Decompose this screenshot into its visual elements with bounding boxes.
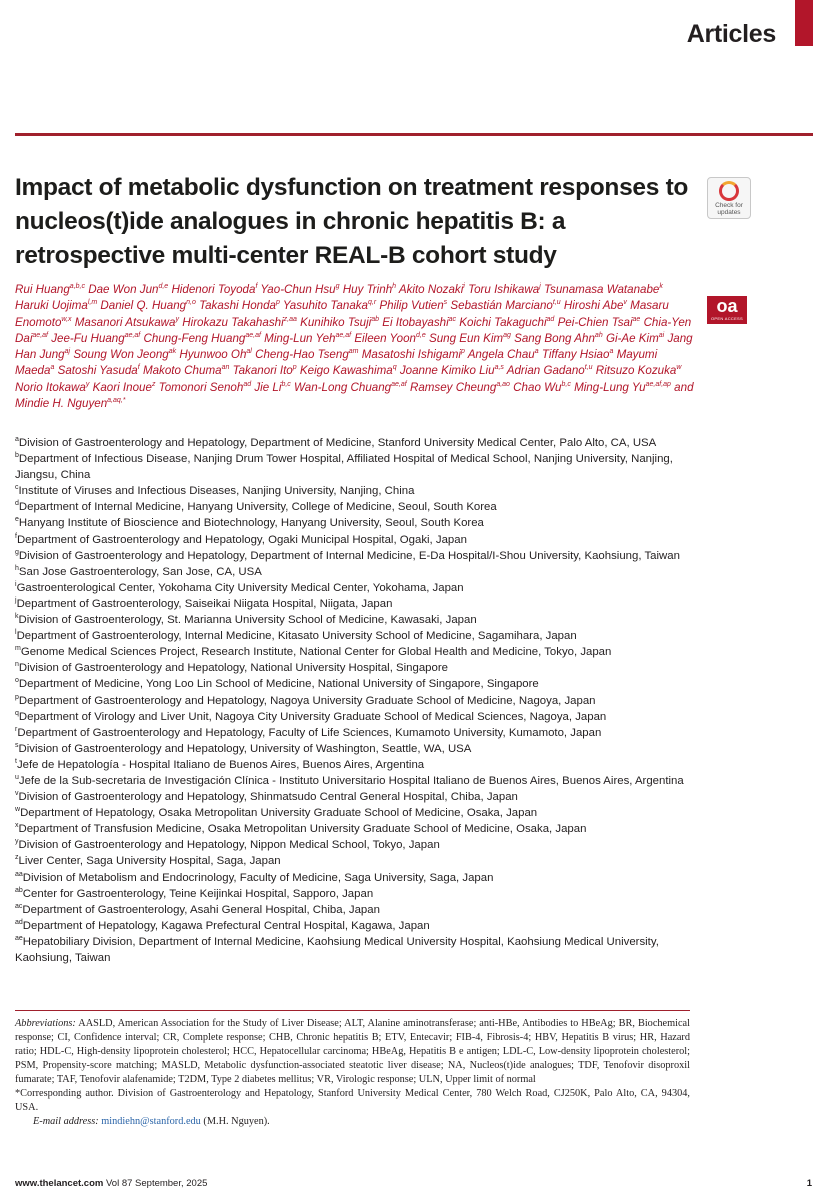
author-entry[interactable] [58,364,140,377]
author-name: Hirokazu Takahashi [182,315,284,329]
author-name: Wan-Long Chuang [294,380,392,394]
affiliation-item [15,870,695,886]
author-affiliation-marks: ad [546,315,555,323]
author-entry[interactable] [73,348,176,361]
author-name: Soung Won Jeong [73,348,169,362]
author-name: Gi-Ae Kim [605,331,659,345]
affiliation-key: z [15,854,19,862]
author-affiliation-marks: y [175,315,180,323]
author-name: Jee-Fu Huang [51,331,125,345]
author-name: Tsunamasa Watanabe [544,283,660,296]
author-affiliation-marks: a,ao [496,380,510,388]
author-affiliation-marks: d,e [416,332,426,340]
affiliation-key: n [15,661,19,669]
author-name: Mayumi Maeda [15,348,658,378]
affiliation-text: Department of Gastroenterology and Hepatology, Nagoya University Graduate School of Medicine, Nagoya, Japan [18,694,596,707]
affiliation-key: r [15,725,18,733]
open-access-badge [707,296,747,324]
author-affiliation-marks: b,c [281,380,291,388]
affiliation-key: q [15,709,19,717]
author-entry[interactable] [264,332,351,345]
author-entry[interactable] [513,381,571,394]
author-name: Kaori Inoue [92,380,152,394]
author-name: Masanori Atsukawa [74,315,176,329]
author-affiliation-marks: s [443,299,448,307]
affiliation-item [15,821,695,837]
author-affiliation-marks: j [539,283,541,291]
affiliation-item [15,483,695,499]
author-affiliation-marks: w [676,364,682,372]
author-affiliation-marks: ai [658,332,665,340]
affiliation-key: m [15,645,21,653]
affiliation-text: Department of Transfusion Medicine, Osaka Metropolitan University Graduate School of Medicine, Osaka, Japan [18,823,587,836]
affiliation-text: Department of Gastroenterology and Hepatology, Ogaki Municipal Hospital, Ogaki, Japan [16,533,467,546]
affiliation-text: Genome Medical Sciences Project, Research Institute, National Center for Global Health and Medicine, Tokyo, Japan [20,646,612,659]
author-affiliation-marks: ae,af,ap [645,380,671,388]
author-name: Yasuhito Tanaka [282,299,369,313]
affiliation-item [15,532,695,548]
author-name: Jie Li [254,380,282,394]
affiliation-key: o [15,677,19,685]
author-name: Cheng-Hao Tseng [255,348,349,362]
author-name: Ramsey Cheung [409,380,497,394]
author-name: Adrian Gadano [506,364,585,378]
affiliation-text: Jefe de la Sub-secretaria de Investigación Clínica - Instituto Universitario Hospital Italiano de Buenos Aires, Buenos Aires, Argentina [18,774,684,787]
affiliation-item [15,612,695,628]
affiliation-text: Department of Infectious Disease, Nanjing Drum Tower Hospital, Affiliated Hospital of Medical School, Nanjing University, Nanjing, Jiangsu, China [15,453,673,482]
affiliation-item [15,644,695,660]
affiliation-item [15,757,695,773]
author-name: Philip Vutien [379,299,444,313]
affiliation-text: Hepatobiliary Division, Department of Internal Medicine, Kaohsiung Medical University Hospital, Kaohsiung Medical University, Kaohsiung, Taiwan [15,935,659,964]
author-entry[interactable] [199,299,280,312]
affiliation-text: Department of Hepatology, Kagawa Prefectural Central Hospital, Kagawa, Japan [22,919,430,932]
author-entry[interactable] [255,348,358,361]
author-name: Masaru Enomoto [15,299,669,329]
affiliation-text: Division of Gastroenterology and Hepatology, Department of Internal Medicine, E-Da Hospital/I-Shou University, Kaohsiung, Taiwan [18,549,680,562]
author-entry[interactable] [400,364,504,377]
affiliation-item [15,741,695,757]
affiliation-item [15,805,695,821]
affiliation-key: u [15,774,19,782]
corresponding-author-note: *Corresponding author. Division of Gastroenterology and Hepatology, Stanford University Medical Center, 780 Welch Road, CJ250K, Palo Alto, CA, 94304, USA. [15,1088,690,1113]
affiliation-key: f [15,532,17,540]
check-updates-line1: Check for [715,202,743,209]
affiliation-text: Hanyang Institute of Bioscience and Biotechnology, Hanyang University, Seoul, South Korea [18,517,484,530]
author-affiliation-marks: a [50,364,55,372]
affiliation-text: Division of Gastroenterology, St. Marianna University School of Medicine, Kawasaki, Japan [18,614,477,627]
abbreviations-text: AASLD, American Association for the Study of Liver Disease; ALT, Alanine aminotransferase; anti-HBe, Antibodies to HBeAg; BR, Biochemical response; CI, Confidence interval; CR, Complete response; CHB, Chronic hepatitis B; ETV, Entecavir; FIB-4, Fibrosis-4; HBV, Hepatitis B virus; HR, Hazard ratio; HDL-C, High-density lipoprotein cholesterol; HCC, Hepatocellular carcinoma; HBeAg, Hepatitis B e antigen; LDL-C, Low-density lipoprotein cholesterol; PSM, Propensity-score matching; MASLD, Metabolic dysfunction-associated steatotic liver disease; NA, Nucleos(t)ide analogues; TDF, Tenofovir disoproxil fumarate; TAF, Tenofovir alafenamide; T2DM, Type 2 diabetes mellitus; VR, Virologic response; ULN, Upper limit of normal [15,1018,690,1085]
author-affiliation-marks: a,s [494,364,504,372]
author-affiliation-marks: v [623,299,627,307]
author-affiliation-marks: t,u [584,364,593,372]
author-name: Jang Han Jung [15,331,693,362]
author-entry[interactable] [450,299,560,312]
affiliation-item [15,693,695,709]
author-affiliation-marks: b,c [561,380,571,388]
author-entry[interactable] [143,364,229,377]
author-affiliation-marks: n,o [186,299,196,307]
affiliation-text: Department of Gastroenterology, Saiseikai Niigata Hospital, Niigata, Japan [16,597,393,610]
email-suffix: (M.H. Nguyen). [203,1116,270,1127]
author-affiliation-marks: h [392,283,397,291]
author-affiliation-marks: ae,af [391,380,407,388]
affiliation-item [15,902,695,918]
author-name: Akito Nozaki [398,283,464,296]
affiliation-key: v [15,790,19,798]
author-name: Rui Huang [15,283,70,296]
affiliation-key: i [15,581,17,589]
affiliation-item [15,580,695,596]
author-affiliation-marks: z [151,380,156,388]
author-name: Takashi Honda [199,299,276,313]
affiliation-text: Division of Metabolism and Endocrinology, Faculty of Medicine, Saga University, Saga, Japan [22,871,494,884]
affiliation-item [15,789,695,805]
affiliation-item [15,499,695,515]
email-label: E-mail address: [33,1116,99,1127]
author-entry[interactable] [574,381,671,394]
author-affiliation-marks: ac [448,315,457,323]
affiliation-key: ab [15,886,23,894]
affiliation-text: Department of Gastroenterology, Asahi General Hospital, Chiba, Japan [22,903,380,916]
author-affiliation-marks: a,aq,* [107,397,126,405]
author-affiliation-marks: p [276,299,280,307]
affiliation-text: Division of Gastroenterology and Hepatology, Department of Medicine, Stanford University Medical Center, Palo Alto, CA, USA [18,437,657,449]
author-entry[interactable] [468,283,541,296]
footer-journal-info [15,1178,207,1189]
affiliation-text: Division of Gastroenterology and Hepatology, Nippon Medical School, Tokyo, Japan [18,839,440,852]
author-entry[interactable] [542,348,613,361]
affiliation-text: Department of Medicine, Yong Loo Lin School of Medicine, National University of Singapore, Singapore [18,678,539,691]
affiliation-text: Gastroenterological Center, Yokohama City University Medical Center, Yokohama, Japan [16,581,464,594]
affiliation-item [15,628,695,644]
author-affiliation-marks: al [246,348,252,356]
author-name: Chia-Yen Dai [15,315,692,345]
author-name: Mindie H. Nguyen [15,397,108,411]
affiliation-item [15,548,695,564]
author-entry[interactable] [15,397,125,410]
affiliation-item [15,676,695,692]
author-affiliation-marks: l,m [87,299,98,307]
author-name: Yao-Chun Hsu [260,283,336,296]
journal-issue: Vol 87 September, 2025 [105,1178,208,1189]
author-name: Hyunwoo Oh [179,348,247,362]
author-affiliation-marks: q [392,364,397,372]
affiliation-key: s [15,741,19,749]
section-color-tab [795,0,813,46]
author-name: Angela Chau [467,348,535,362]
author-name: Hidenori Toyoda [171,283,256,296]
affiliation-key: p [15,693,19,701]
author-entry[interactable] [343,283,396,296]
author-affiliation-marks: q,r [368,299,377,307]
affiliation-key: j [15,597,17,605]
affiliation-item [15,837,695,853]
affiliation-key: y [15,838,19,846]
oa-logo-text: oa [716,296,738,316]
author-affiliation-marks: ae,af [335,332,352,340]
affiliation-item [15,435,695,451]
author-entry[interactable] [429,332,511,345]
author-entry[interactable] [459,316,554,329]
author-affiliation-marks: w,x [61,315,72,323]
affiliation-text: Division of Gastroenterology and Hepatology, University of Washington, Seattle, WA, USA [18,742,472,755]
affiliation-text: Division of Gastroenterology and Hepatology, Shinmatsudo Central General Hospital, Chiba, Japan [18,791,518,804]
author-entry[interactable] [283,299,376,312]
author-entry[interactable] [144,332,261,345]
author-affiliation-marks: ae,af [245,332,261,340]
affiliation-key: t [15,758,17,766]
author-name: Takanori Ito [232,364,293,378]
affiliation-key: ad [15,919,23,927]
author-entry[interactable] [88,283,168,296]
affiliation-text: Department of Hepatology, Osaka Metropolitan University Graduate School of Medicine, Osaka, Japan [20,807,538,820]
check-updates-line2: updates [717,209,741,216]
author-affiliation-marks: z,aa [283,315,297,323]
affiliation-item [15,596,695,612]
author-entry[interactable] [362,348,465,361]
author-list [15,282,695,412]
author-name: Pei-Chien Tsai [557,315,633,329]
author-entry[interactable] [100,299,195,312]
author-entry[interactable] [260,283,339,296]
abbreviations-note [15,1017,690,1087]
footnote-rule [15,1010,690,1011]
author-name: Haruki Uojima [15,299,88,313]
author-entry[interactable] [468,348,539,361]
oa-logo-subtext: OPEN ACCESS [711,316,743,321]
author-name: Ei Itobayashi [382,315,449,329]
author-entry[interactable] [15,381,89,394]
author-affiliation-marks: ae,af [124,332,141,340]
author-name: Tiffany Hsiao [541,348,610,362]
affiliation-key: b [15,452,19,460]
page-number: 1 [806,1178,812,1189]
author-affiliation-marks: an [221,364,230,372]
author-entry[interactable] [606,332,664,345]
author-entry[interactable] [354,332,425,345]
author-name: Sebastián Marciano [450,299,553,313]
author-entry[interactable] [399,283,465,296]
author-name: Sung Eun Kim [428,331,504,345]
affiliation-text: Center for Gastroenterology, Teine Keijinkai Hospital, Sapporo, Japan [22,887,374,900]
author-name: Ritsuzo Kozuka [595,364,677,378]
author-entry[interactable] [507,364,593,377]
author-name: Tomonori Senoh [158,380,244,394]
author-name: Dae Won Jun [88,283,159,296]
author-entry[interactable] [171,283,257,296]
author-name: Sang Bong Ahn [514,331,595,345]
author-name: Chao Wu [513,380,562,394]
author-name: Keigo Kawashima [299,364,393,378]
author-name: Kunihiko Tsuji [300,315,372,329]
author-entry[interactable] [51,332,140,345]
author-name: Makoto Chuma [142,364,222,378]
affiliation-key: l [15,629,17,637]
author-entry[interactable] [514,332,603,345]
author-name: Toru Ishikawa [468,283,540,296]
affiliation-text: Liver Center, Saga University Hospital, Saga, Japan [18,855,281,868]
check-for-updates-button[interactable] [707,177,751,219]
author-affiliation-marks: f [137,364,140,372]
author-entry[interactable] [382,316,456,329]
affiliation-key: c [15,484,19,492]
affiliation-text: Division of Gastroenterology and Hepatology, National University Hospital, Singapore [18,662,448,675]
affiliation-item [15,886,695,902]
email-note [15,1115,690,1129]
author-affiliation-marks: d,e [158,283,169,291]
affiliation-list [15,435,695,966]
crossmark-icon [719,181,739,201]
affiliation-text: San Jose Gastroenterology, San Jose, CA, USA [18,565,262,578]
email-link[interactable]: mindiehn@stanford.edu [101,1116,201,1127]
author-name: Ming-Lun Yeh [264,331,336,345]
affiliation-key: e [15,516,19,524]
author-affiliation-marks: a [609,348,614,356]
author-affiliation-marks: i [463,283,465,291]
affiliation-text: Department of Gastroenterology and Hepatology, Faculty of Life Sciences, Kumamoto University, Kumamoto, Japan [17,726,602,739]
author-name: Norio Itokawa [15,380,86,394]
affiliation-text: Department of Gastroenterology, Internal Medicine, Kitasato University School of Medicine, Sagamihara, Japan [16,630,577,643]
affiliation-key: ae [15,935,23,943]
author-affiliation-marks: g [335,283,340,291]
author-affiliation-marks: f [255,283,258,291]
author-name: Eileen Yoon [354,331,416,345]
affiliation-item [15,934,695,966]
affiliation-key: k [15,613,19,621]
affiliation-item [15,564,695,580]
abbreviations-label: Abbreviations: [15,1018,76,1029]
article-title: Impact of metabolic dysfunction on treatment responses to nucleos(t)ide analogues in chronic hepatitis B: a retrospective multi-center REAL-B cohort study [15,174,689,269]
author-affiliation-marks: aj [64,348,71,356]
section-label: Articles [686,20,776,48]
author-entry[interactable] [15,283,85,296]
author-affiliation-marks: ag [503,332,511,340]
author-entry[interactable] [179,348,251,361]
author-affiliation-marks: t,u [552,299,561,307]
affiliation-text: Department of Virology and Liver Unit, Nagoya City University Graduate School of Medical Sciences, Nagoya, Japan [18,710,607,723]
author-affiliation-marks: am [348,348,359,356]
author-name: Satoshi Yasuda [57,364,138,378]
author-name: Masatoshi Ishigami [361,348,461,362]
author-entry[interactable] [544,283,663,296]
author-name: Joanne Kimiko Liu [399,364,495,378]
affiliation-key: a [15,436,19,444]
author-affiliation-marks: ah [594,332,603,340]
author-entry[interactable] [300,364,397,377]
author-affiliation-marks: a,b,c [69,283,85,291]
header-rule [15,133,813,136]
author-entry[interactable] [159,381,251,394]
author-affiliation-marks: ab [371,315,380,323]
author-name: Chung-Feng Huang [143,331,246,345]
affiliation-key: x [15,822,19,830]
affiliation-item [15,515,695,531]
author-name: Daniel Q. Huang [100,299,187,313]
author-conjunction: and [674,380,694,394]
author-entry[interactable] [182,316,297,329]
affiliation-key: w [15,806,21,814]
author-affiliation-marks: k [659,283,663,291]
affiliation-item [15,853,695,869]
affiliation-item [15,660,695,676]
author-affiliation-marks: y [85,380,90,388]
author-affiliation-marks: ae [632,315,641,323]
affiliation-item [15,725,695,741]
affiliation-key: g [15,548,19,556]
affiliation-key: d [15,500,19,508]
author-entry[interactable] [75,316,179,329]
affiliation-key: ac [15,902,23,910]
author-entry[interactable] [558,316,641,329]
author-name: Ming-Lung Yu [574,380,646,394]
author-affiliation-marks: p [292,364,297,372]
affiliation-item [15,773,695,789]
author-entry[interactable] [379,299,447,312]
author-name: Koichi Takaguchi [459,315,547,329]
author-affiliation-marks: ae,af [32,332,48,340]
author-name: Huy Trinh [342,283,393,296]
author-entry[interactable] [410,381,510,394]
affiliation-key: h [15,564,19,572]
affiliation-key: aa [15,870,23,878]
author-affiliation-marks: a [534,348,539,356]
author-entry[interactable] [15,299,97,312]
affiliation-text: Department of Internal Medicine, Hanyang University, College of Medicine, Seoul, South Korea [18,501,497,514]
journal-url[interactable]: www.thelancet.com [15,1178,104,1189]
author-affiliation-marks: ak [168,348,177,356]
author-entry[interactable] [294,381,407,394]
author-entry[interactable] [564,299,627,312]
author-entry[interactable] [93,381,156,394]
footnotes [15,1017,690,1129]
author-affiliation-marks: p [460,348,465,356]
affiliation-text: Institute of Viruses and Infectious Diseases, Nanjing University, Nanjing, China [18,485,415,498]
author-entry[interactable] [254,381,290,394]
affiliation-item [15,709,695,725]
author-name: Hiroshi Abe [563,299,624,313]
author-affiliation-marks: ad [243,380,252,388]
author-entry[interactable] [233,364,297,377]
affiliation-item [15,918,695,934]
affiliation-item [15,451,695,483]
author-entry[interactable] [596,364,682,377]
author-entry[interactable] [300,316,379,329]
affiliation-text: Jefe de Hepatología - Hospital Italiano de Buenos Aires, Buenos Aires, Argentina [16,758,425,771]
